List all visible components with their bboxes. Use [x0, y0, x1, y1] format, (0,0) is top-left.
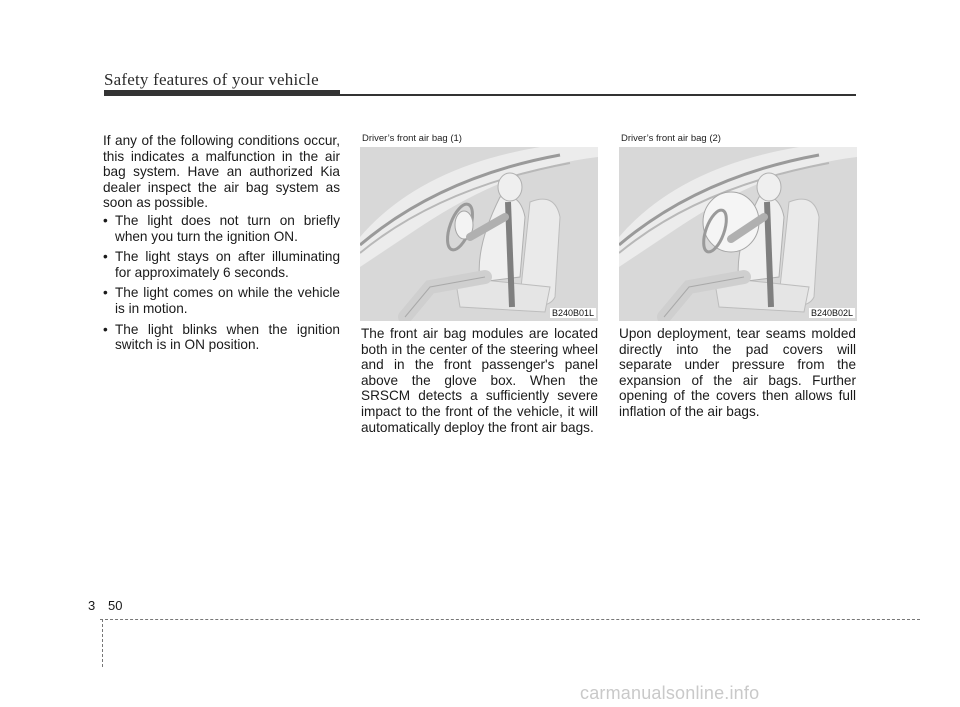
footer-rule — [100, 619, 920, 620]
bullet-icon: • — [103, 249, 108, 265]
bullet-icon: • — [103, 212, 108, 228]
list-item — [103, 213, 340, 244]
page-number: 50 — [108, 598, 123, 613]
airbag-illustration-1 — [360, 147, 598, 321]
section-number: 3 — [88, 598, 96, 613]
column-3 — [619, 326, 856, 420]
list-item — [103, 285, 340, 316]
malfunction-list — [103, 213, 340, 353]
figure-caption: Driver’s front air bag (1) — [362, 133, 462, 144]
list-item — [103, 249, 340, 280]
driver-airbag-deployed-image — [619, 147, 857, 321]
column-2 — [361, 326, 598, 435]
driver-airbag-folded-image — [360, 147, 598, 321]
watermark: carmanualsonline.info — [580, 683, 760, 703]
header-rule — [104, 94, 856, 96]
airbag-illustration-2 — [619, 147, 857, 321]
list-item — [103, 322, 340, 353]
airbag-deployment-paragraph: Upon deployment, tear seams molded directly into the pad covers will separate under pressure from the expansion of the air bags. Further opening of the covers then allows full inflation of the air bags. — [619, 326, 856, 419]
column-1 — [103, 133, 340, 358]
bullet-icon: • — [103, 285, 108, 301]
airbag-location-paragraph: The front air bag modules are located both in the center of the steering wheel and in the front passenger's panel above the glove box. When the SRSCM detects a sufficiently severe impact to the front of the vehicle, it will automatically deploy the front air bags. — [361, 326, 598, 435]
list-item-text: The light stays on after illuminating for approximately 6 seconds. — [115, 249, 340, 280]
list-item-text: The light blinks when the ignition switch is in ON position. — [115, 321, 340, 353]
figure-caption: Driver’s front air bag (2) — [621, 133, 721, 144]
page-header-title: Safety features of your vehicle — [104, 70, 319, 89]
intro-paragraph: If any of the following conditions occur, this indicates a malfunction in the air bag system. Have an authorized Kia dealer inspect the air bag system as soon as possible. — [103, 133, 340, 211]
list-item-text: The light does not turn on briefly when you turn the ignition ON. — [115, 212, 340, 244]
figure-airbag-1 — [360, 133, 598, 321]
footer-vertical-rule — [102, 619, 103, 667]
figure-code: B240B02L — [810, 308, 853, 318]
bullet-icon: • — [103, 321, 108, 337]
figure-code: B240B01L — [551, 308, 594, 318]
figure-airbag-2 — [619, 133, 857, 321]
list-item-text: The light comes on while the vehicle is in motion. — [115, 285, 340, 316]
